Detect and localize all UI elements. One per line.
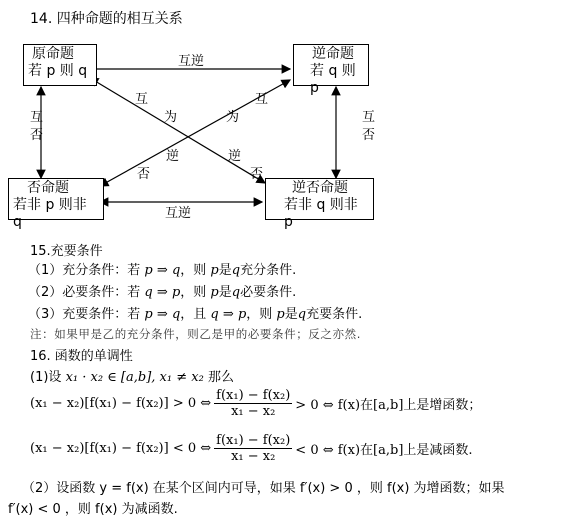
iff-q: q <box>171 307 181 322</box>
necessary-arrow: ⇒ <box>156 285 168 300</box>
iff-end: 充要条件. <box>306 307 363 322</box>
increasing-criterion <box>30 388 481 419</box>
decreasing-denominator: x₁ − x₂ <box>231 449 276 464</box>
box-contrapositive-line1: 逆否命题 <box>292 180 348 196</box>
item1-prefix: (1)设 <box>30 370 62 385</box>
box-converse-line1: 逆命题 <box>312 46 354 62</box>
label-left-fou: 否 <box>30 128 44 143</box>
necessary-prefix: （2）必要条件：若 <box>28 285 141 300</box>
iff-suffix: 是 <box>284 307 298 322</box>
iff-prefix: （3）充要条件：若 <box>28 307 141 322</box>
increasing-lhs: (x₁ − x₂)[f(x₁) − f(x₂)] > 0 ⇔ <box>30 396 212 411</box>
necessary-end: 必要条件. <box>240 285 297 300</box>
iff-p: p <box>144 307 153 322</box>
sufficient-end: 充分条件. <box>240 263 297 278</box>
necessary-p: p <box>171 285 181 300</box>
label-diag-a-fou: 否 <box>250 167 264 182</box>
condition-sufficient-and-necessary <box>28 303 362 322</box>
iff-arrow1: ⇒ <box>156 307 168 322</box>
decreasing-criterion <box>30 433 473 464</box>
sufficient-p: p <box>144 263 153 278</box>
box-original-line2: 若 p 则 q <box>28 63 88 79</box>
sufficient-suffix: 是 <box>218 263 232 278</box>
iff-arrow2: ⇒ <box>222 307 234 322</box>
label-right-hu: 互 <box>362 110 376 125</box>
increasing-rhs: > 0 ⇔ f(x)在[a,b]上是增函数； <box>295 398 482 413</box>
sufficient-arrow: ⇒ <box>156 263 168 278</box>
box-converse-line2: 若 q 则 p <box>310 63 356 96</box>
box-converse-proposition <box>293 44 369 96</box>
arrow-diagonal-a <box>90 78 265 183</box>
iff-and: ，且 <box>180 307 207 322</box>
necessary-mid: ，则 <box>180 285 207 300</box>
box-inverse-line2: 若非 p 则非 q <box>13 197 87 230</box>
item1-suffix: 那么 <box>207 370 234 385</box>
derivative-criterion-line2: f′(x) < 0 ，则 f(x) 为减函数. <box>8 502 178 517</box>
iff-q2: q <box>297 307 307 322</box>
box-contrapositive-line2: 若非 q 则非 p <box>284 197 358 230</box>
sufficient-q2: q <box>231 263 241 278</box>
label-top-mutual-converse: 互逆 <box>178 54 205 69</box>
decreasing-lhs: (x₁ − x₂)[f(x₁) − f(x₂)] < 0 ⇔ <box>30 441 212 456</box>
necessary-suffix: 是 <box>218 285 232 300</box>
label-diag-a-ni: 逆 <box>228 149 242 164</box>
decreasing-fraction <box>214 433 292 464</box>
box-inverse-line1: 否命题 <box>27 180 69 196</box>
label-bottom-mutual-converse: 互逆 <box>165 206 192 221</box>
section-15-note: 注：如果甲是乙的充分条件，则乙是甲的必要条件；反之亦然. <box>30 327 361 341</box>
increasing-fraction <box>214 388 292 419</box>
section-15-title: 15.充要条件 <box>30 244 103 259</box>
section-14-title: 14. 四种命题的相互关系 <box>30 11 183 27</box>
increasing-denominator: x₁ − x₂ <box>231 404 276 419</box>
condition-sufficient <box>28 259 296 278</box>
label-left-hu: 互 <box>30 110 44 125</box>
label-diag-b-ni: 逆 <box>166 149 180 164</box>
necessary-q: q <box>144 285 153 300</box>
label-diag-b-fou: 否 <box>137 167 151 182</box>
item1-vars: x₁ · x₂ ∈ [a,b], x₁ ≠ x₂ <box>65 370 204 385</box>
necessary-q2: q <box>231 285 241 300</box>
decreasing-numerator: f(x₁) − f(x₂) <box>216 433 291 448</box>
label-diag-b-wei: 为 <box>226 110 240 125</box>
box-inverse-proposition <box>8 178 104 230</box>
label-diag-a-hu: 互 <box>135 92 149 107</box>
sufficient-prefix: （1）充分条件：若 <box>28 263 141 278</box>
box-contrapositive-proposition <box>265 178 374 230</box>
box-original-proposition <box>23 44 97 86</box>
sufficient-p2: p <box>210 263 219 278</box>
iff-q-b: q <box>210 307 219 322</box>
increasing-numerator: f(x₁) − f(x₂) <box>216 388 291 403</box>
iff-mid: ，则 <box>246 307 273 322</box>
sufficient-mid: ，则 <box>180 263 207 278</box>
label-diag-b-hu: 互 <box>255 92 269 107</box>
box-original-line1: 原命题 <box>32 46 74 62</box>
iff-p-b: p <box>237 307 247 322</box>
monotonic-item1-intro <box>30 366 234 385</box>
label-diag-a-wei: 为 <box>164 110 178 125</box>
label-right-fou: 否 <box>362 128 376 143</box>
decreasing-rhs: < 0 ⇔ f(x)在[a,b]上是减函数. <box>295 443 473 458</box>
necessary-p2: p <box>210 285 219 300</box>
condition-necessary <box>28 281 296 300</box>
sufficient-q: q <box>171 263 181 278</box>
iff-p2: p <box>276 307 285 322</box>
derivative-criterion-line1: （2）设函数 y = f(x) 在某个区间内可导，如果 f′(x) > 0 ，则 f(x) 为增函数；如果 <box>22 481 505 496</box>
section-16-title: 16. 函数的单调性 <box>30 349 133 364</box>
